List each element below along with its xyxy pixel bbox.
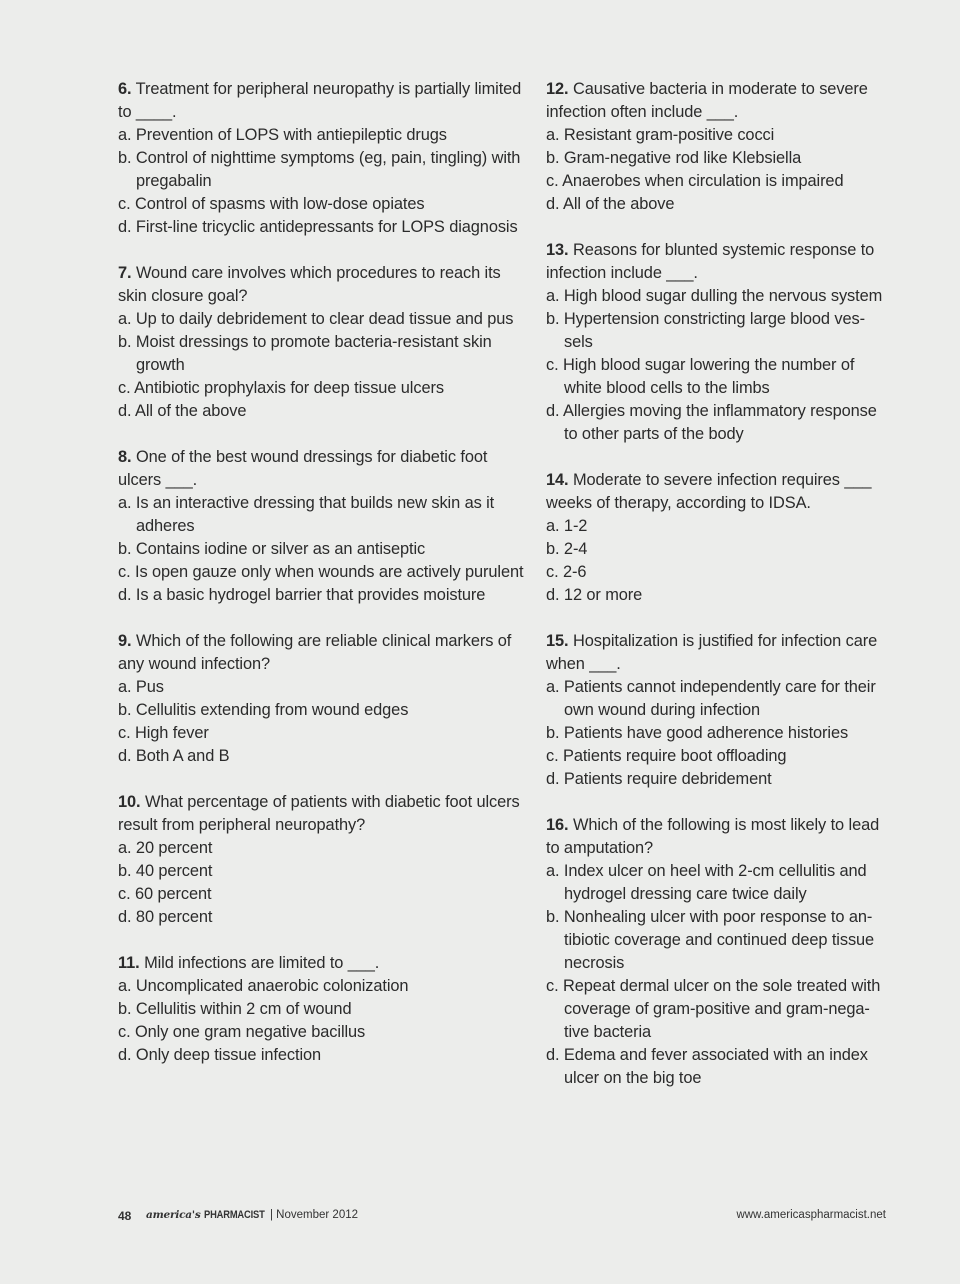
answer-option: d. 80 percent (118, 908, 213, 926)
answer-option: d. Both A and B (118, 747, 230, 765)
answer-option: a. Prevention of LOPS with antiepileptic drugs (118, 126, 447, 144)
answer-option: c. Repeat dermal ulcer on the sole treated with coverage of gram-positive and gram-nega-tive bacteria (546, 977, 881, 1041)
answer-option: b. Nonhealing ulcer with poor response to an-tibiotic coverage and continued deep tissue necrosis (546, 908, 875, 972)
question-number: 10. (118, 793, 141, 811)
answer-option: b. Gram-negative rod like Klebsiella (546, 149, 802, 167)
answer-option: a. Uncomplicated anaerobic colonization (118, 977, 409, 995)
answer-option: a. Is an interactive dressing that builds new skin as it adheres (118, 494, 495, 535)
answer-option: b. 40 percent (118, 862, 213, 880)
answer-option: d. All of the above (118, 402, 247, 420)
answer-option: d. Is a basic hydrogel barrier that provides moisture (118, 586, 486, 604)
answer-option: b. Control of nighttime symptoms (eg, pain, tingling) with pregabalin (118, 149, 521, 190)
answer-option: a. Up to daily debridement to clear dead tissue and pus (118, 310, 514, 328)
answer-option: a. 1-2 (546, 517, 588, 535)
question-stem (546, 469, 891, 515)
answer-option: b. 2-4 (546, 540, 588, 558)
question-14 (546, 469, 891, 607)
question-text: Moderate to severe infection requires ___ weeks of therapy, according to IDSA. (546, 471, 872, 512)
answer-option: a. High blood sugar dulling the nervous system (546, 287, 883, 305)
question-text: One of the best wound dressings for diabetic foot ulcers ___. (118, 448, 488, 489)
answer-option: c. High fever (118, 724, 209, 742)
left-question-column (118, 78, 528, 1090)
answer-option: a. Resistant gram-positive cocci (546, 126, 775, 144)
question-number: 9. (118, 632, 132, 650)
question-text: Causative bacteria in moderate to severe infection often include ___. (546, 80, 868, 121)
question-6 (118, 78, 528, 239)
question-15 (546, 630, 891, 791)
right-question-column (546, 78, 891, 1113)
page-footer (0, 1209, 960, 1229)
question-text: Reasons for blunted systemic response to infection include ___. (546, 241, 875, 282)
answer-option: c. 2-6 (546, 563, 587, 581)
question-text: Wound care involves which procedures to reach its skin closure goal? (118, 264, 501, 305)
answer-option: b. Patients have good adherence histories (546, 724, 849, 742)
answer-option: a. Pus (118, 678, 164, 696)
question-number: 8. (118, 448, 132, 466)
answer-option: b. Hypertension constricting large blood ves-sels (546, 310, 865, 351)
question-10 (118, 791, 528, 929)
question-text: Mild infections are limited to ___. (144, 954, 380, 972)
question-text: Which of the following are reliable clinical markers of any wound infection? (118, 632, 512, 673)
question-stem (118, 791, 528, 837)
answer-option: d. Patients require debridement (546, 770, 772, 788)
page-number: 48 (118, 1209, 132, 1223)
question-stem (118, 952, 528, 975)
answer-option: c. Antibiotic prophylaxis for deep tissue ulcers (118, 379, 444, 397)
question-stem (118, 262, 528, 308)
question-stem (546, 78, 891, 124)
answer-option: a. Patients cannot independently care for their own wound during infection (546, 678, 876, 719)
question-stem (118, 446, 528, 492)
question-stem (546, 630, 891, 676)
question-number: 15. (546, 632, 569, 650)
question-text: Which of the following is most likely to lead to amputation? (546, 816, 880, 857)
issue-date: | November 2012 (270, 1209, 359, 1221)
answer-option: b. Cellulitis within 2 cm of wound (118, 1000, 352, 1018)
answer-option: d. All of the above (546, 195, 675, 213)
question-number: 13. (546, 241, 569, 259)
question-stem (546, 814, 891, 860)
question-number: 6. (118, 80, 132, 98)
question-11 (118, 952, 528, 1067)
answer-option: c. Only one gram negative bacillus (118, 1023, 366, 1041)
answer-option: d. Allergies moving the inflammatory response to other parts of the body (546, 402, 877, 443)
question-16 (546, 814, 891, 1090)
answer-option: b. Cellulitis extending from wound edges (118, 701, 409, 719)
answer-option: d. 12 or more (546, 586, 643, 604)
question-number: 16. (546, 816, 569, 834)
answer-option: c. High blood sugar lowering the number of white blood cells to the limbs (546, 356, 855, 397)
answer-option: d. First-line tricyclic antidepressants for LOPS diagnosis (118, 218, 518, 236)
answer-option: c. Patients require boot offloading (546, 747, 787, 765)
answer-option: a. 20 percent (118, 839, 213, 857)
question-12 (546, 78, 891, 216)
question-number: 14. (546, 471, 569, 489)
question-7 (118, 262, 528, 423)
question-stem (546, 239, 891, 285)
question-8 (118, 446, 528, 607)
answer-option: d. Only deep tissue infection (118, 1046, 322, 1064)
question-text: What percentage of patients with diabetic foot ulcers result from peripheral neuropathy? (118, 793, 520, 834)
publication-name-upper: PHARMACIST (203, 1209, 265, 1221)
question-9 (118, 630, 528, 768)
question-number: 11. (118, 954, 140, 972)
answer-option: c. Anaerobes when circulation is impaired (546, 172, 844, 190)
website-url: www.americaspharmacist.net (736, 1209, 886, 1221)
answer-option: c. 60 percent (118, 885, 212, 903)
question-number: 7. (118, 264, 132, 282)
answer-option: c. Is open gauze only when wounds are actively purulent (118, 563, 524, 581)
question-number: 12. (546, 80, 569, 98)
publication-name-lower: america's (146, 1209, 201, 1221)
answer-option: a. Index ulcer on heel with 2-cm cellulitis and hydrogel dressing care twice daily (546, 862, 867, 903)
question-13 (546, 239, 891, 446)
question-stem (118, 630, 528, 676)
publication-logo (146, 1209, 275, 1221)
answer-option: c. Control of spasms with low-dose opiates (118, 195, 425, 213)
question-stem (118, 78, 528, 124)
answer-option: b. Moist dressings to promote bacteria-resistant skin growth (118, 333, 492, 374)
answer-option: d. Edema and fever associated with an index ulcer on the big toe (546, 1046, 868, 1087)
answer-option: b. Contains iodine or silver as an antiseptic (118, 540, 426, 558)
question-text: Treatment for peripheral neuropathy is partially limited to ____. (118, 80, 522, 121)
question-text: Hospitalization is justified for infection care when ___. (546, 632, 878, 673)
